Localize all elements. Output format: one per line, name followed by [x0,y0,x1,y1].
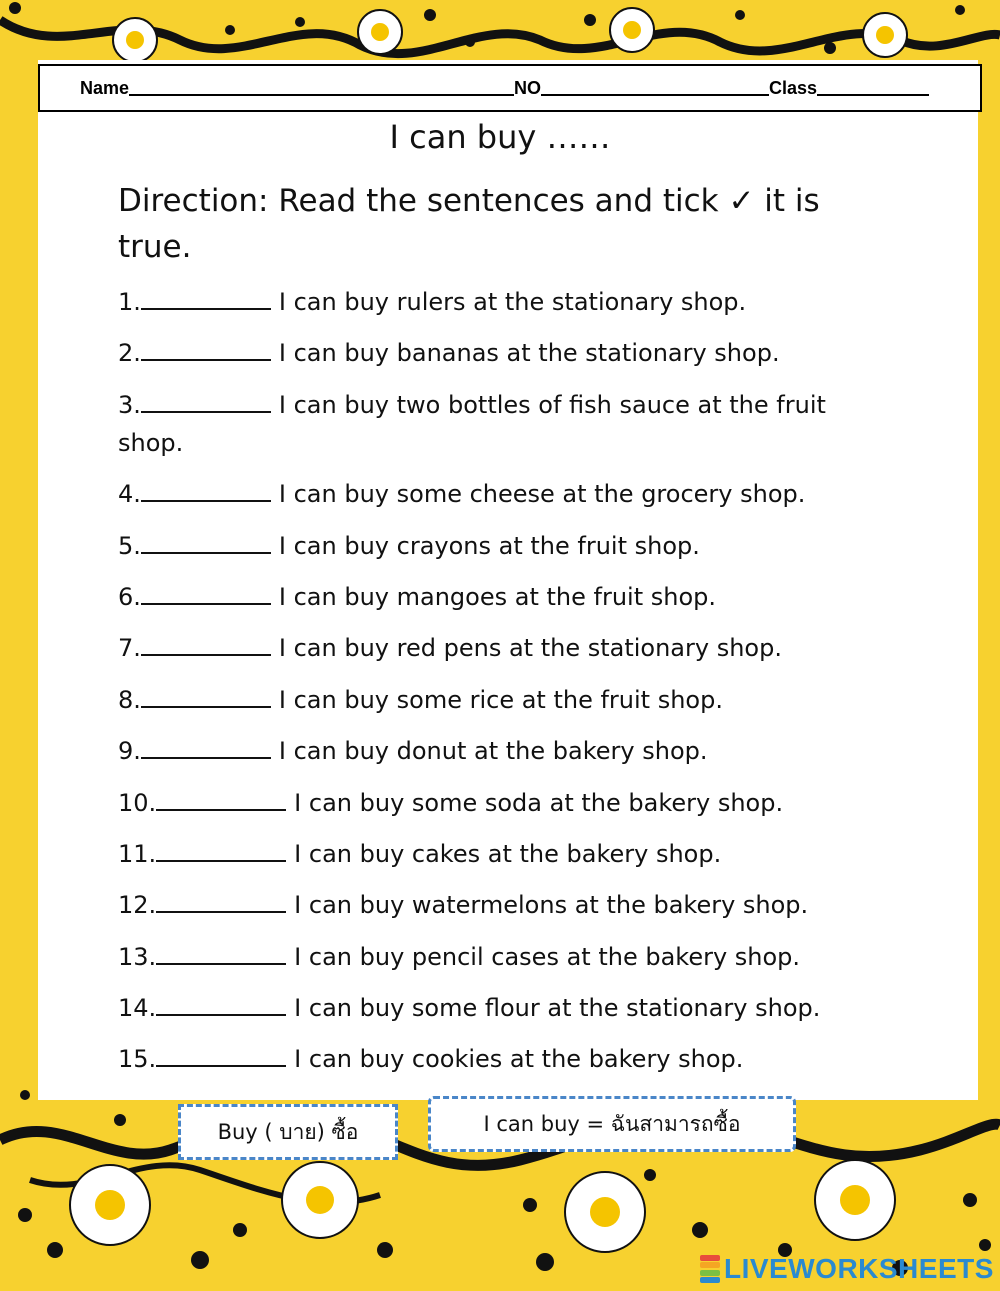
question-number: 12. [118,891,157,920]
name-label: Name [80,77,130,98]
question-item [118,886,898,924]
name-field[interactable] [129,80,514,96]
question-number: 6. [118,582,141,611]
question-text: I can buy two bottles of fish sauce at the fruit shop. [118,390,826,457]
question-item [118,938,898,976]
answer-blank[interactable] [156,836,286,862]
answer-blank[interactable] [141,476,271,502]
answer-blank[interactable] [141,733,271,759]
question-item [118,681,898,719]
answer-blank[interactable] [156,785,286,811]
question-item [118,386,898,462]
question-text: I can buy cakes at the bakery shop. [294,839,722,868]
brand-name: LIVEWORKSHEETS [724,1253,994,1284]
question-text: I can buy cookies at the bakery shop. [294,1045,744,1074]
vocab-i-can-buy-text: I can buy = ฉันสามารถซื้อ [483,1111,741,1136]
no-label: NO [514,77,542,98]
question-number: 9. [118,737,141,766]
class-field[interactable] [817,80,929,96]
question-text: I can buy some soda at the bakery shop. [294,788,784,817]
vocab-box-buy [178,1104,398,1160]
question-item [118,989,898,1027]
question-item [118,784,898,822]
question-item [118,527,898,565]
question-number: 8. [118,685,141,714]
logo-icon [700,1255,720,1283]
question-text: I can buy mangoes at the fruit shop. [278,582,717,611]
liveworksheets-logo [700,1252,994,1286]
page-title: I can buy …… [389,118,611,156]
class-label: Class [769,77,818,98]
question-item [118,835,898,873]
question-number: 11. [118,839,157,868]
answer-blank[interactable] [156,939,286,965]
question-text: I can buy bananas at the stationary shop. [278,339,780,368]
question-item [118,578,898,616]
question-item [118,334,898,372]
number-field[interactable] [541,80,769,96]
answer-blank[interactable] [156,887,286,913]
question-text: I can buy some cheese at the grocery shop. [278,480,806,509]
answer-blank[interactable] [141,630,271,656]
vocab-box-i-can-buy [428,1096,796,1152]
question-number: 4. [118,480,141,509]
question-text: I can buy donut at the bakery shop. [278,737,708,766]
answer-blank[interactable] [156,990,286,1016]
question-item [118,1040,898,1078]
question-list [118,283,898,1092]
question-item [118,732,898,770]
answer-blank[interactable] [141,579,271,605]
question-number: 13. [118,942,157,971]
direction-text: Direction: Read the sentences and tick ✓ it is true. [118,183,820,265]
question-text: I can buy crayons at the fruit shop. [278,531,700,560]
question-number: 7. [118,634,141,663]
question-number: 3. [118,390,141,419]
question-text: I can buy red pens at the stationary shop. [278,634,782,663]
answer-blank[interactable] [141,335,271,361]
vocab-buy-text: Buy ( บาย) ซื้อ [217,1119,359,1144]
question-text: I can buy some flour at the stationary shop. [294,994,821,1023]
question-text: I can buy pencil cases at the bakery shop. [294,942,801,971]
answer-blank[interactable] [141,682,271,708]
question-number: 14. [118,994,157,1023]
question-number: 10. [118,788,157,817]
question-item [118,283,898,321]
question-text: I can buy rulers at the stationary shop. [278,288,747,316]
question-number: 2. [118,339,141,368]
student-info-header [38,64,982,112]
question-number: 1. [118,288,141,316]
question-number: 5. [118,531,141,560]
question-item [118,629,898,667]
question-text: I can buy watermelons at the bakery shop. [294,891,809,920]
question-item [118,475,898,513]
answer-blank[interactable] [141,387,271,413]
question-text: I can buy some rice at the fruit shop. [278,685,723,714]
question-number: 15. [118,1045,157,1074]
answer-blank[interactable] [156,1041,286,1067]
answer-blank[interactable] [141,528,271,554]
answer-blank[interactable] [141,284,271,310]
